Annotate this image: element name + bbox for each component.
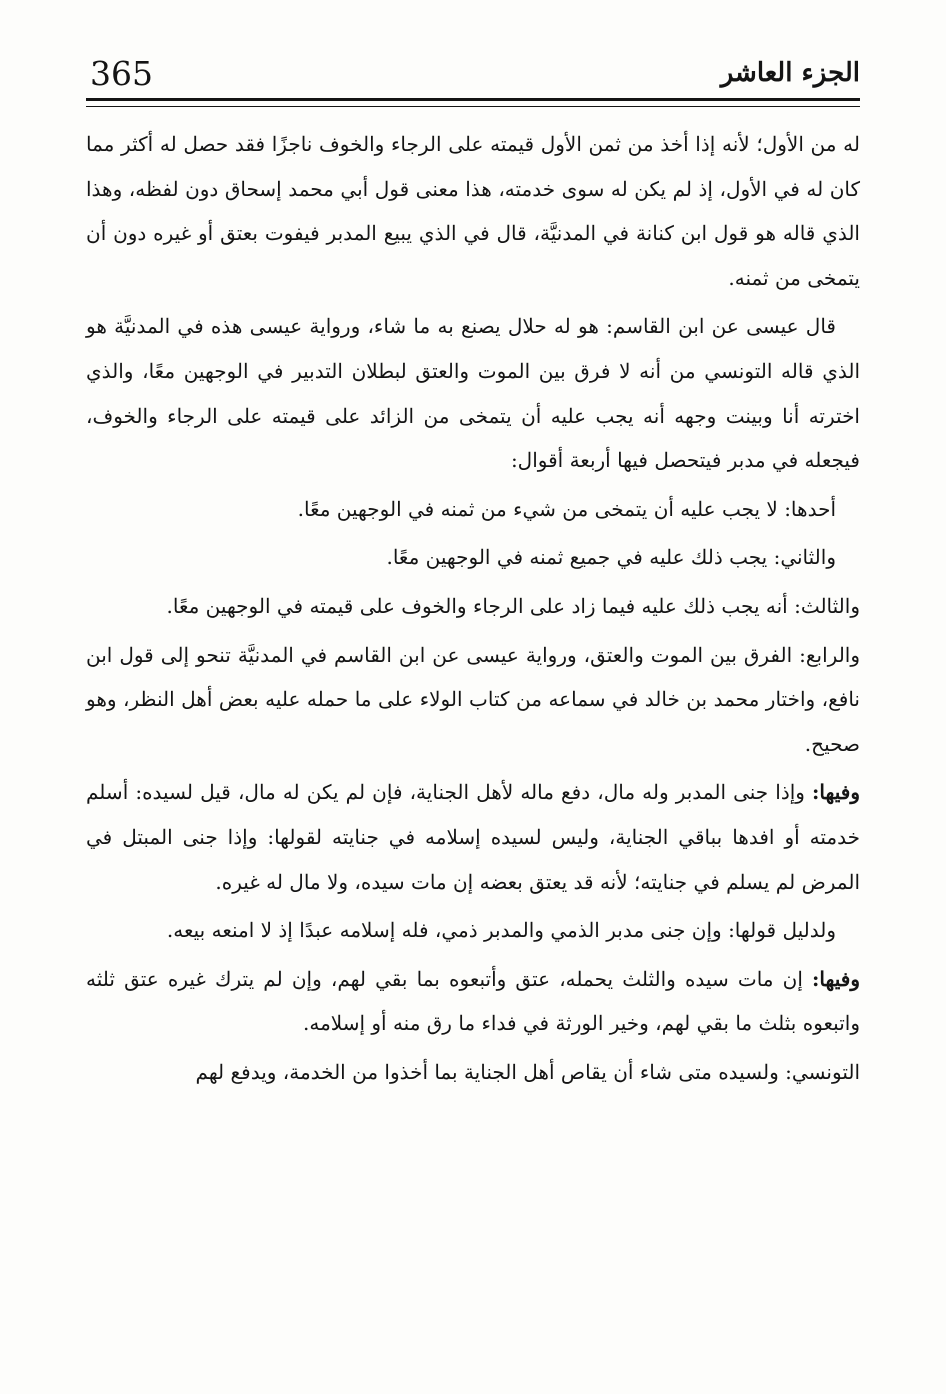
paragraph-lead: وفيها: [812, 780, 860, 805]
header-rule-thin [86, 106, 860, 107]
header-rule-thick [86, 98, 860, 101]
paragraph: والثاني: يجب ذلك عليه في جميع ثمنه في الوجهين معًا. [386, 545, 836, 570]
paragraph: أحدها: لا يجب عليه أن يتمخى من شيء من ثمنه في الوجهين معًا. [297, 496, 836, 521]
paragraph: له من الأول؛ لأنه إذا أخذ من ثمن الأول قيمته على الرجاء والخوف ناجزًا فقد حصل له أكثر مما كان له في الأول، إذ لم يكن له سوى خدمته، هذا معنى قول أبي محمد إسحاق دون لفظه، وهذا الذي قاله هو قول ابن كنانة في المدنيَّة، قال في الذي يبيع المدبر فيفوت بعتق أو غيره دون أن يتمخى من ثمنه. [86, 132, 860, 290]
main-text [86, 122, 860, 1098]
page-header [86, 52, 860, 96]
paragraph-body: وإذا جنى المدبر وله مال، دفع ماله لأهل الجناية، فإن لم يكن له مال، قيل لسيده: أسلم خدمته أو افدها بباقي الجناية، وليس لسيده إسلامه في جنايته لقولها: وإذا جنى المبتل في المرض لم يسلم في جنايته؛ لأنه قد يعتق بعضه إن مات سيده، ولا مال له غيره. [86, 780, 860, 894]
paragraph [86, 770, 860, 904]
paragraph-lead: وفيها: [812, 966, 860, 991]
paragraph: التونسي: ولسيده متى شاء أن يقاص أهل الجناية بما أخذوا من الخدمة، ويدفع لهم [195, 1059, 860, 1084]
paragraph [86, 957, 860, 1046]
paragraph-body: إن مات سيده والثلث يحمله، عتق وأتبعوه بما بقي لهم، وإن لم يترك غيره عتق ثلثه واتبعوه بثلث ما بقي لهم، وخير الورثة في فداء ما رق منه أو إسلامه. [86, 966, 860, 1036]
paragraph: قال عيسى عن ابن القاسم: هو له حلال يصنع به ما شاء، ورواية عيسى هذه في المدنيَّة هو الذي قاله التونسي من أنه لا فرق بين الموت والعتق لبطلان التدبير في الوجهين معًا، والذي اخترته أنا وبينت وجهه أنه يجب عليه أن يتمخى من الزائد على قيمته على الرجاء والخوف، فيجعله في مدبر فيتحصل فيها أربعة أقوال: [86, 314, 860, 473]
page-number: 365 [90, 54, 153, 93]
paragraph: والثالث: أنه يجب ذلك عليه فيما زاد على الرجاء والخوف على قيمته في الوجهين معًا. [166, 593, 860, 618]
paragraph: ولدليل قولها: وإن جنى مدبر الذمي والمدبر ذمي، فله إسلامه عبدًا إذ لا امنعه بيعه. [166, 918, 836, 943]
paragraph: والرابع: الفرق بين الموت والعتق، ورواية عيسى عن ابن القاسم في المدنيَّة تنحو إلى قول ابن نافع، واختار محمد بن خالد في سماعه من كتاب الولاء على ما حمله عليه بعض أهل النظر، وهو صحيح. [86, 642, 860, 756]
part-title: الجزء العاشر [720, 58, 860, 88]
